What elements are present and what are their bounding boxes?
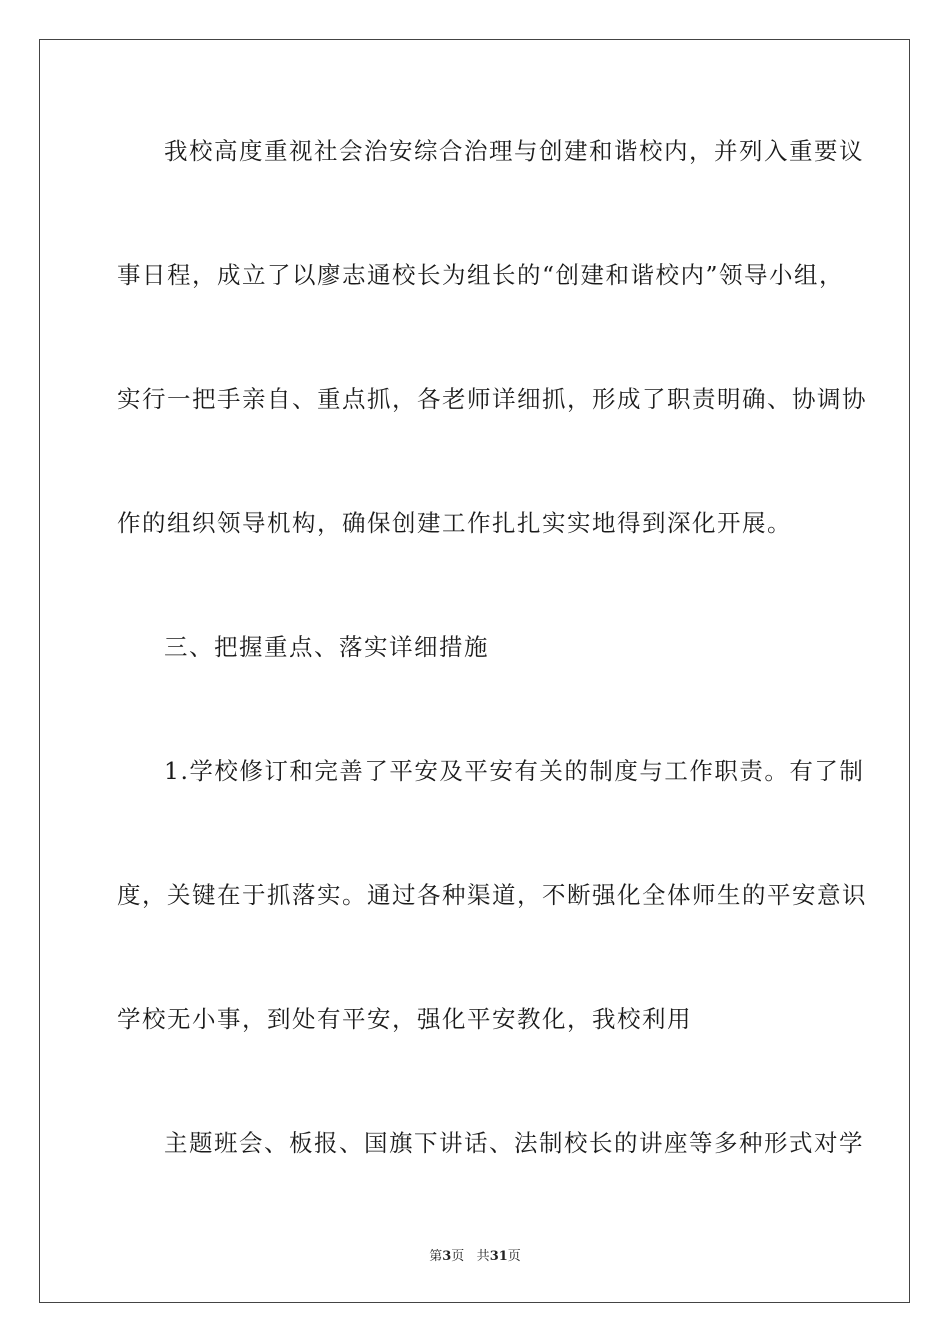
page-border <box>39 39 910 1303</box>
footer-total-suffix: 页 <box>507 1249 521 1264</box>
page-footer <box>0 1248 950 1266</box>
footer-total-pages: 31 <box>489 1249 508 1264</box>
paragraph-2-line-2: 度，关键在于抓落实。通过各种渠道，不断强化全体师生的平安意识 <box>117 881 867 909</box>
footer-total-prefix: 共 <box>476 1249 490 1264</box>
paragraph-3-line-1: 主题班会、板报、国旗下讲话、法制校长的讲座等多种形式对学 <box>164 1129 864 1157</box>
paragraph-2-line-1: 1.学校修订和完善了平安及平安有关的制度与工作职责。有了制 <box>164 757 865 785</box>
paragraph-2-line-3: 学校无小事，到处有平安，强化平安教化，我校利用 <box>117 1005 692 1033</box>
paragraph-1-line-3: 实行一把手亲自、重点抓，各老师详细抓，形成了职责明确、协调协 <box>117 385 867 413</box>
paragraph-1-line-2: 事日程，成立了以廖志通校长为组长的“创建和谐校内”领导小组， <box>117 261 845 289</box>
footer-page-number: 3 <box>442 1249 452 1264</box>
section-heading: 三、把握重点、落实详细措施 <box>164 633 489 661</box>
footer-page-prefix: 第 <box>429 1249 443 1264</box>
paragraph-1-line-4: 作的组织领导机构，确保创建工作扎扎实实地得到深化开展。 <box>117 509 792 537</box>
paragraph-1-line-1: 我校高度重视社会治安综合治理与创建和谐校内，并列入重要议 <box>164 137 864 165</box>
footer-page-suffix: 页 <box>451 1249 465 1264</box>
